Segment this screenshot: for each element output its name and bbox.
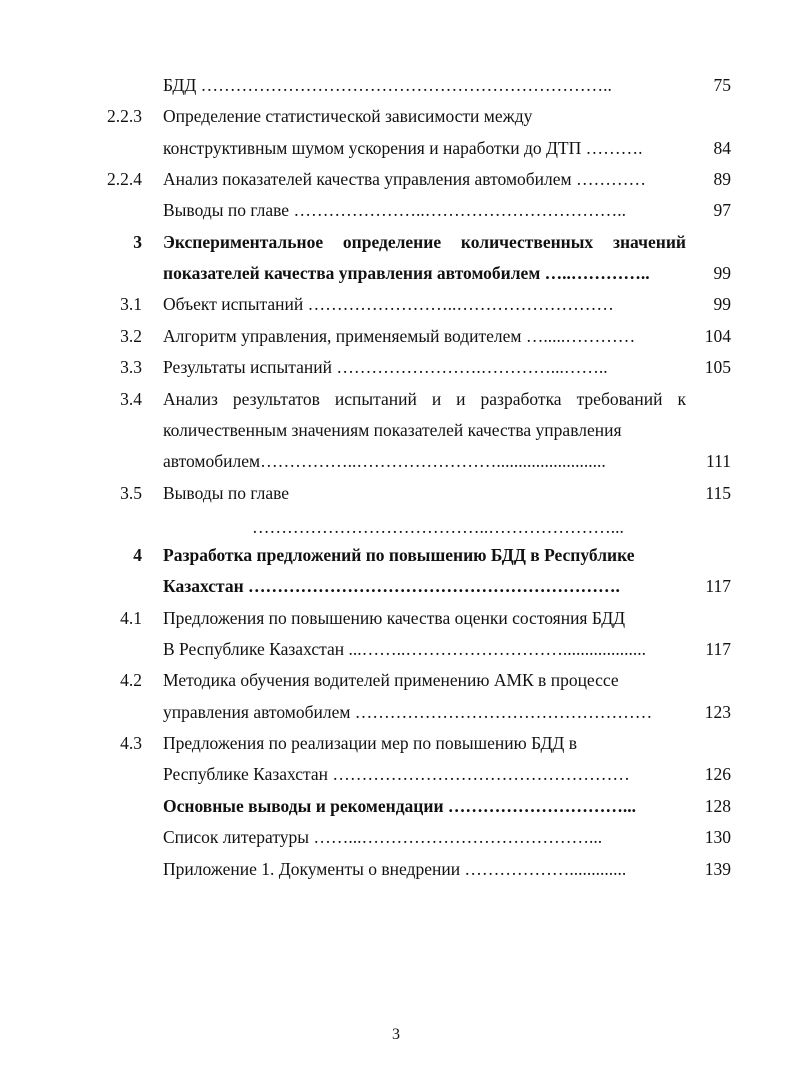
toc-entry-title: Республике Казахстан …………………………………………… bbox=[163, 764, 630, 785]
toc-line bbox=[0, 791, 792, 822]
toc-entry-title: Определение статистической зависимости между bbox=[163, 106, 533, 127]
toc-section-number: 3.4 bbox=[120, 388, 142, 409]
toc-entry-title: Выводы по главе bbox=[163, 482, 290, 503]
toc-line bbox=[0, 258, 792, 289]
toc-entry-title: Выводы по главе …………………..…………………………….. bbox=[163, 200, 626, 221]
toc-page-number: 105 bbox=[704, 357, 731, 378]
toc-line bbox=[0, 634, 792, 665]
toc-line bbox=[0, 478, 792, 509]
toc-entry-title: Объект испытаний ……………………..……………………… bbox=[163, 294, 614, 315]
toc-page-number: 123 bbox=[704, 701, 731, 722]
toc-line bbox=[0, 665, 792, 696]
toc-line bbox=[0, 822, 792, 853]
toc-line bbox=[0, 697, 792, 728]
toc-page-number: 115 bbox=[705, 482, 731, 503]
toc-section-number: 4.2 bbox=[120, 670, 142, 691]
toc-entry-title: конструктивным шумом ускорения и наработки до ДТП ………. bbox=[163, 137, 643, 158]
toc-entry-title: Результаты испытаний …………………….…………...…….. bbox=[163, 357, 608, 378]
toc-entry-title: Разработка предложений по повышению БДД в Республике bbox=[163, 545, 635, 565]
toc-entry-title: Казахстан ………………………………………………………. bbox=[163, 576, 620, 597]
toc-entry-title: В Республике Казахстан ...……..………………………................... bbox=[163, 639, 646, 660]
toc-entry-title: Анализ показателей качества управления автомобилем ………… bbox=[163, 169, 647, 190]
toc-line bbox=[0, 759, 792, 790]
toc-section-number: 3.5 bbox=[120, 482, 142, 503]
toc-line bbox=[0, 133, 792, 164]
toc-section-number: 3 bbox=[133, 231, 142, 252]
toc-entry-title: Предложения по реализации мер по повышению БДД в bbox=[163, 733, 577, 754]
toc-line bbox=[0, 70, 792, 101]
toc-entry-title: Алгоритм управления, применяемый водителем ….....………… bbox=[163, 325, 636, 346]
toc-line bbox=[0, 540, 792, 571]
toc-entry-title: показателей качества управления автомобилем …..………….. bbox=[163, 263, 650, 284]
toc-line bbox=[0, 164, 792, 195]
toc-section-number: 3.1 bbox=[120, 294, 142, 315]
toc-line bbox=[0, 603, 792, 634]
toc-page-number: 117 bbox=[705, 576, 731, 597]
toc-entry-title: управления автомобилем …………………………………………… bbox=[163, 701, 653, 722]
toc-line bbox=[0, 195, 792, 226]
toc-line bbox=[0, 289, 792, 320]
toc-page-number: 99 bbox=[713, 263, 731, 284]
toc-section-number: 4 bbox=[133, 545, 142, 565]
toc-entry-title: Анализ результатов испытаний и и разработка требований к bbox=[163, 388, 686, 409]
toc-page-number: 117 bbox=[705, 639, 731, 660]
toc-page-number: 128 bbox=[704, 795, 731, 816]
dotted-separator: …………………………………..…………………... bbox=[252, 517, 624, 537]
toc-entry-title: Основные выводы и рекомендации …………………………... bbox=[163, 795, 637, 816]
toc-page-number: 97 bbox=[713, 200, 731, 221]
toc-page-number: 89 bbox=[713, 169, 731, 190]
toc-page-number: 130 bbox=[704, 827, 731, 848]
toc-line bbox=[0, 415, 792, 446]
toc-line bbox=[0, 101, 792, 132]
toc-line bbox=[0, 384, 792, 415]
toc-page-number: 111 bbox=[706, 451, 731, 472]
toc-line bbox=[0, 728, 792, 759]
toc-page-number: 75 bbox=[713, 75, 731, 95]
toc-entry-title: Список литературы ……...…………………………………... bbox=[163, 827, 603, 848]
toc-entry-title: Предложения по повышению качества оценки состояния БДД bbox=[163, 607, 626, 628]
toc-entry-title: Приложение 1. Документы о внедрении ………………............. bbox=[163, 858, 627, 879]
toc-entry-title: БДД …………………………………………………………….. bbox=[163, 75, 612, 95]
toc-line bbox=[0, 854, 792, 885]
toc-page-number: 126 bbox=[704, 764, 731, 785]
toc-section-number: 3.2 bbox=[120, 325, 142, 346]
toc-entry-title: количественным значениям показателей качества управления bbox=[163, 419, 622, 440]
toc-section-number: 3.3 bbox=[120, 357, 142, 378]
toc-page-number: 139 bbox=[704, 858, 731, 879]
toc-page-number: 99 bbox=[713, 294, 731, 315]
toc-entry-title: Методика обучения водителей применению АМК в процессе bbox=[163, 670, 619, 691]
toc-entry-title: Экспериментальное определение количественных значений bbox=[163, 231, 686, 252]
toc-page-number: 84 bbox=[713, 137, 731, 158]
toc-entry-title: автомобилем……………..……………………......................... bbox=[163, 451, 606, 472]
toc-line bbox=[0, 321, 792, 352]
page-number: 3 bbox=[392, 1026, 400, 1043]
toc-section-number: 4.1 bbox=[120, 607, 142, 628]
toc-line bbox=[0, 571, 792, 602]
toc-line bbox=[0, 446, 792, 477]
toc-section-number: 4.3 bbox=[120, 733, 142, 754]
toc-line bbox=[0, 352, 792, 383]
toc-line bbox=[0, 227, 792, 258]
toc-section-number: 2.2.4 bbox=[107, 169, 142, 190]
toc-page-number: 104 bbox=[704, 325, 731, 346]
toc-section-number: 2.2.3 bbox=[107, 106, 142, 127]
